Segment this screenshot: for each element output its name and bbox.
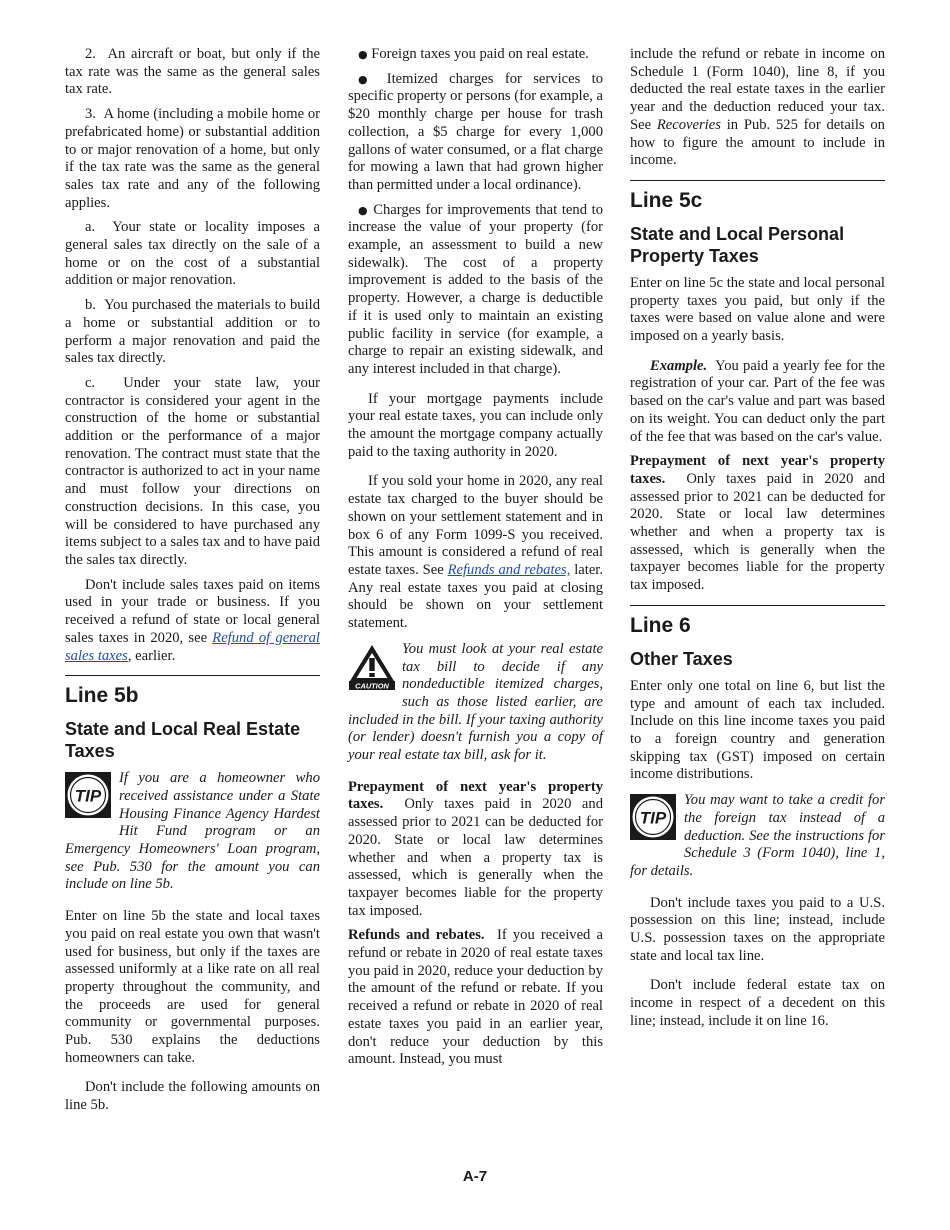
line-5b-exclusions-intro: Don't include the following amounts on line 5b. xyxy=(65,1079,320,1114)
bullet-improvement-charges: ● Charges for improvements that tend to increase the value of your property (for example, an assessment to build a new sidewalk). The cost of a property improvement is added to the basis of the property. However, a charge is deductible if it is used only to maintain an existing public facility in service (for example, a charge to repair an existing sidewalk, and any interest included in that charge). xyxy=(348,201,603,377)
page-number: A-7 xyxy=(462,1168,488,1185)
tip-icon xyxy=(65,772,113,824)
line-5b-instructions: Enter on line 5b the state and local taxes you paid on real estate you own that wasn't used for business, but only if the taxes are assessed uniformly at a like rate on all real property throughout the community, and the proceeds are used for general community or governmental purposes. Pub. 530 explains the deductions homeowners can take. xyxy=(65,908,320,1066)
tip-text-6: You may want to take a credit for the foreign tax instead of a deduction. See the instructions for Schedule 3 (Form 1040), line 1, for details. xyxy=(630,792,885,879)
tip-note-5b xyxy=(65,770,320,894)
list-item-a: a. Your state or locality imposes a general sales tax directly on the sale of a home or on the cost of a substantial addition or major renovation. xyxy=(65,219,320,289)
list-item-3: 3. A home (including a mobile home or prefabricated home) or substantial addition to or major renovation of a home, but only if the tax rate was the same as the general sales tax rate and any of the following applies. xyxy=(65,106,320,211)
line-6-subheading: Other Taxes xyxy=(630,648,733,669)
caution-text: You must look at your real estate tax bill to decide if any nondeductible itemized charges, such as those listed earlier, are included in the bill. If your taxing authority (or lender) doesn't furnish you a copy of your real estate tax bill, ask for it. xyxy=(348,640,603,764)
bullet-foreign-taxes: ● Foreign taxes you paid on real estate. xyxy=(358,46,589,62)
tip-text-5b: If you are a homeowner who received assistance under a State Housing Finance Agency Hardest Hit Fund program or an Emergency Homeowners' Loan program, see Pub. 530 for the amount you can include on line 5b. xyxy=(65,770,320,893)
prepayment-paragraph: Prepayment of next year's property taxes. Only taxes paid in 2020 and assessed prior to 2021 can be deducted for 2020. State or local law determines whether and when a property tax is assessed, which is generally when the taxpayer becomes liable for the property tax imposed. xyxy=(348,778,603,919)
line-5c-subheading: State and Local Personal Property Taxes xyxy=(630,223,845,266)
line-5b-subheading: State and Local Real Estate Taxes xyxy=(65,719,301,762)
caution-note xyxy=(348,641,603,765)
line-6-heading: Line 6 xyxy=(630,613,691,637)
section-divider xyxy=(630,180,885,181)
caution-icon xyxy=(348,643,396,697)
column-2 xyxy=(348,46,603,1076)
tip-note-6 xyxy=(630,792,885,881)
possession-paragraph: Don't include taxes you paid to a U.S. possession on this line; instead, include U.S. possession taxes on the appropriate state and local tax line. xyxy=(630,894,885,964)
line-5c-instructions: Enter on line 5c the state and local personal property taxes you paid, but only if the taxes were based on value alone and were imposed on a yearly basis. xyxy=(630,274,885,345)
column-3 xyxy=(630,46,885,1038)
line-5b-heading: Line 5b xyxy=(65,684,139,708)
mortgage-paragraph: If your mortgage payments include your real estate taxes, you can include only the amount the mortgage company actually paid to the taxing authority in 2020. xyxy=(348,390,603,460)
refunds-continued-paragraph: include the refund or rebate in income on Schedule 1 (Form 1040), line 8, if you deducted the real estate taxes in the earlier year and the deduction reduced your tax. See Recoveries in Pub. 525 for details on how to figure the amount to include in income. xyxy=(630,46,885,169)
svg-text:TIP: TIP xyxy=(639,808,667,828)
refunds-paragraph: Refunds and rebates. If you received a refund or rebate in 2020 of real estate taxes you paid in 2020, reduce your deduction by the amount of the refund or rebate. If you received a refund or rebate in 2020 of real estate taxes you paid in an earlier year, don't reduce your deduction by this amount. Instead, you must xyxy=(348,927,604,1068)
sales-tax-exclusion-paragraph: Don't include sales taxes paid on items used in your trade or business. If you received a refund of state or local general sales taxes in 2020, see Refund of general sales taxes, earlier. xyxy=(65,576,320,664)
line-5c-heading: Line 5c xyxy=(630,188,703,212)
sold-home-paragraph: If you sold your home in 2020, any real estate tax charged to the buyer should be shown on your settlement statement and in box 6 of any Form 1099-S you received. This amount is considered a refund of real estate taxes. See Refunds and rebates, later. Any real estate taxes you paid at closing should be shown on your settlement statement. xyxy=(348,473,603,632)
tip-icon xyxy=(630,794,678,846)
refund-general-sales-taxes-link[interactable]: Refund of general sales taxes xyxy=(65,629,320,664)
list-item-b: b. You purchased the materials to build a home or substantial addition or to perform a major renovation and paid the sales tax directly. xyxy=(65,297,320,367)
prepayment-paragraph-5c: Prepayment of next year's property taxes. Only taxes paid in 2020 and assessed prior to 2021 can be deducted for 2020. State or local law determines whether and when a property tax is assessed, which is generally when the taxpayer becomes liable for the property tax imposed. xyxy=(630,453,885,594)
estate-tax-paragraph: Don't include federal estate tax on income in respect of a decedent on this line; instead, include it on line 16. xyxy=(630,977,885,1029)
section-divider xyxy=(65,675,320,676)
bullet-itemized-charges: ● Itemized charges for services to specific property or persons (for example, a $20 monthly charge per house for trash collection, a $5 charge for every 1,000 gallons of water consumed, or a flat charge for mowing a lawn that had grown higher than permitted under a local ordinance). xyxy=(348,70,603,193)
list-item-2: 2. An aircraft or boat, but only if the tax rate was the same as the general sales tax rate. xyxy=(65,46,320,98)
line-6-instructions: Enter only one total on line 6, but list the type and amount of each tax included. Include on this line income taxes you paid to a foreign country and generation skipping tax (GST) imposed on certain income distributions. xyxy=(630,677,885,783)
list-item-c: c. Under your state law, your contractor is considered your agent in the construction of the home or substantial addition or the performance of a major renovation. The contract must state that the contractor is authorized to act in your name and must follow your directions on construction decisions. In this case, you will be considered to have purchased any items subject to a sales tax and to have paid the sales tax directly. xyxy=(65,374,320,568)
refunds-and-rebates-link[interactable]: Refunds and rebates, xyxy=(447,561,571,578)
example-paragraph: Example. You paid a yearly fee for the registration of your car. Part of the fee was based on the car's value and part was based on its weight. You can deduct only the part of the fee that was based on the car's value. xyxy=(630,357,885,445)
column-1 xyxy=(65,46,320,1122)
section-divider xyxy=(630,605,885,606)
svg-text:TIP: TIP xyxy=(74,786,102,806)
svg-text:CAUTION: CAUTION xyxy=(355,681,389,691)
